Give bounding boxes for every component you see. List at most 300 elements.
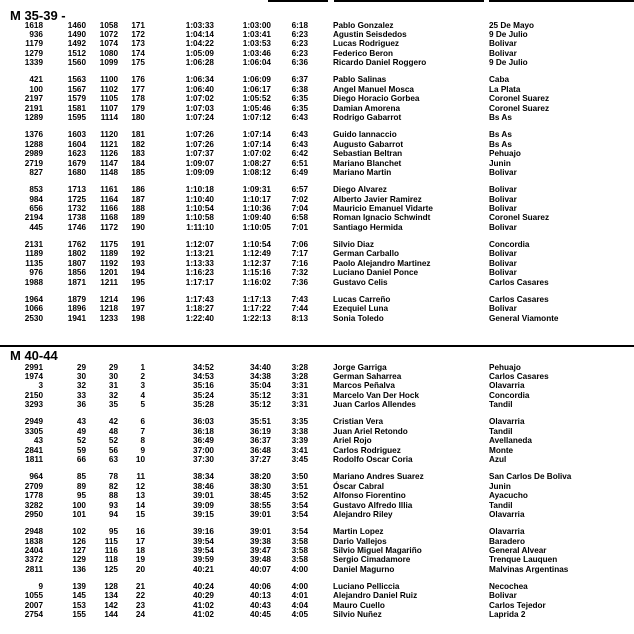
runner-name: Sonia Toledo <box>333 313 384 323</box>
category-position: 6 <box>140 417 145 427</box>
runner-city: Trenque Lauquen <box>489 555 558 565</box>
runner-name: Agustin Seisdedos <box>333 29 407 39</box>
overall-position: 1679 <box>67 158 86 168</box>
runner-city: Junin <box>489 481 511 491</box>
net-time: 1:17:22 <box>242 304 271 314</box>
bib-number: 656 <box>29 203 43 213</box>
overall-position: 1560 <box>67 58 86 68</box>
gender-position: 78 <box>108 472 118 482</box>
gender-position: 48 <box>108 426 118 436</box>
category-position: 182 <box>131 139 145 149</box>
pace: 3:54 <box>291 510 308 519</box>
runner-name: Silvio Nuñez <box>333 610 382 620</box>
net-time: 1:12:49 <box>242 249 271 259</box>
gun-time: 1:06:28 <box>185 58 214 68</box>
overall-position: 1762 <box>67 239 86 249</box>
gun-time: 1:05:09 <box>185 48 214 58</box>
pace: 3:45 <box>291 455 308 465</box>
category-position: 188 <box>131 203 145 213</box>
bib-number: 2754 <box>24 610 43 620</box>
runner-city: Tandil <box>489 426 513 436</box>
overall-position: 102 <box>72 527 86 536</box>
runner-name: Rodrigo Gabarrot <box>333 113 402 123</box>
runner-city: Bolivar <box>489 268 517 278</box>
gender-position: 52 <box>108 436 118 446</box>
gun-time: 1:07:24 <box>185 113 214 123</box>
gender-position: 1192 <box>100 258 118 268</box>
overall-position: 33 <box>76 390 86 400</box>
runner-city: Baradero <box>489 536 525 546</box>
bib-number: 2197 <box>24 94 43 104</box>
overall-position: 1879 <box>67 294 86 304</box>
runner-name: Diego Horacio Gorbea <box>333 94 420 104</box>
overall-position: 129 <box>72 555 86 565</box>
runner-name: Juan Carlos Allendes <box>333 400 416 410</box>
category-position: 174 <box>131 48 145 58</box>
runner-city: Caba <box>489 75 510 85</box>
net-time: 1:12:37 <box>242 258 271 268</box>
gun-time: 37:30 <box>193 455 214 465</box>
net-time: 1:08:12 <box>242 168 271 177</box>
runner-name: Santiago Hermida <box>333 222 403 232</box>
runner-city: La Plata <box>489 84 521 94</box>
gun-time: 41:02 <box>193 610 214 620</box>
gender-position: 1120 <box>100 130 118 140</box>
result-row <box>0 537 634 547</box>
overall-position: 139 <box>72 581 86 591</box>
runner-city: Tandil <box>489 400 513 410</box>
result-row <box>0 482 634 492</box>
net-time: 1:03:00 <box>242 20 271 30</box>
gun-time: 1:12:07 <box>185 239 214 249</box>
overall-position: 1492 <box>67 39 86 49</box>
gender-position: 142 <box>104 600 118 610</box>
bib-number: 3372 <box>24 555 43 565</box>
pace: 6:43 <box>291 139 308 149</box>
category-position: 7 <box>140 426 145 436</box>
bib-number: 1838 <box>24 536 43 546</box>
gender-position: 144 <box>104 610 118 620</box>
pace: 3:28 <box>291 362 308 372</box>
bib-number: 2530 <box>24 313 43 323</box>
gender-position: 1166 <box>100 203 118 213</box>
overall-position: 1871 <box>67 277 86 287</box>
gun-time: 35:16 <box>193 381 214 391</box>
result-row <box>0 372 634 382</box>
gender-position: 1161 <box>100 185 118 194</box>
pace: 3:58 <box>291 546 308 555</box>
category-position: 172 <box>131 29 145 39</box>
overall-position: 1567 <box>67 84 86 94</box>
gender-position: 118 <box>104 555 118 565</box>
gun-time: 1:10:18 <box>185 185 214 194</box>
runner-name: Gustavo Celis <box>333 277 388 287</box>
gender-position: 93 <box>108 500 118 510</box>
bib-number: 2991 <box>24 362 43 372</box>
gun-time: 39:09 <box>193 500 214 510</box>
gun-time: 36:18 <box>193 426 214 436</box>
net-time: 1:06:09 <box>242 75 271 85</box>
category-position: 184 <box>131 158 145 168</box>
overall-position: 43 <box>76 417 86 427</box>
pace: 6:35 <box>291 94 308 104</box>
net-time: 35:12 <box>250 390 271 400</box>
gun-time: 1:22:40 <box>185 313 214 323</box>
gun-time: 1:17:17 <box>185 277 214 287</box>
gender-position: 1201 <box>99 268 118 278</box>
net-time: 34:38 <box>250 371 271 381</box>
bib-number: 2709 <box>24 481 43 491</box>
overall-position: 1490 <box>67 29 86 39</box>
gender-position: 1072 <box>99 29 118 39</box>
gender-position: 82 <box>108 481 118 491</box>
gun-time: 1:07:03 <box>185 103 214 113</box>
result-row <box>0 527 634 537</box>
pace: 3:31 <box>291 390 308 400</box>
net-time: 38:55 <box>250 500 271 510</box>
overall-position: 49 <box>76 426 86 436</box>
overall-position: 136 <box>72 564 86 574</box>
overall-position: 1746 <box>67 222 86 232</box>
net-time: 1:10:36 <box>242 203 271 213</box>
category-position: 11 <box>136 472 145 482</box>
gun-time: 1:09:09 <box>185 168 214 177</box>
pace: 4:01 <box>291 591 308 601</box>
category-position: 193 <box>131 258 145 268</box>
overall-position: 1579 <box>67 94 86 104</box>
gender-position: 35 <box>108 400 118 410</box>
runner-name: Marcelo Van Der Hock <box>333 390 420 400</box>
pace: 3:41 <box>291 445 308 455</box>
result-row <box>0 314 634 324</box>
pace: 7:04 <box>291 203 308 213</box>
pace: 3:58 <box>291 536 308 546</box>
bib-number: 2719 <box>24 158 43 168</box>
pace: 3:31 <box>291 400 308 410</box>
bib-number: 3293 <box>24 400 43 410</box>
gun-time: 40:21 <box>193 564 214 574</box>
bib-number: 1179 <box>25 39 43 49</box>
gender-position: 125 <box>104 564 118 574</box>
pace: 7:43 <box>291 294 308 304</box>
bib-number: 1189 <box>25 249 43 259</box>
runner-name: Augusto Gabarrot <box>333 139 404 149</box>
net-time: 1:15:16 <box>242 268 271 278</box>
overall-position: 52 <box>76 436 86 446</box>
category-position: 195 <box>131 277 145 287</box>
bib-number: 1974 <box>24 371 43 381</box>
result-row <box>0 565 634 575</box>
net-time: 1:09:31 <box>242 185 271 194</box>
overall-position: 1941 <box>67 313 86 323</box>
pace: 6:43 <box>291 130 308 140</box>
runner-name: Mauro Cuello <box>333 600 385 610</box>
category-position: 22 <box>135 591 145 601</box>
gun-time: 1:07:37 <box>185 149 214 159</box>
gun-time: 38:46 <box>193 481 214 491</box>
runner-city: Monte <box>489 445 514 455</box>
net-time: 1:05:46 <box>242 103 271 113</box>
result-row <box>0 85 634 95</box>
gun-time: 1:06:40 <box>185 84 214 94</box>
overall-position: 30 <box>76 371 86 381</box>
runner-name: Jorge Garriga <box>333 362 387 372</box>
gun-time: 39:59 <box>193 555 214 565</box>
runner-city: Bs As <box>489 130 512 140</box>
category-header: M 40-44 <box>10 348 58 363</box>
result-row <box>0 268 634 278</box>
bib-number: 3282 <box>24 500 43 510</box>
gender-position: 1233 <box>99 313 118 323</box>
overall-position: 36 <box>76 400 86 410</box>
gender-position: 1100 <box>100 75 118 85</box>
category-position: 24 <box>135 610 145 620</box>
runner-city: Bolivar <box>489 194 517 204</box>
bib-number: 1618 <box>24 20 43 30</box>
category-position: 20 <box>135 564 145 574</box>
gender-position: 31 <box>108 381 118 391</box>
result-row <box>0 601 634 611</box>
runner-name: Lucas Rodriguez <box>333 39 399 49</box>
gun-time: 39:15 <box>193 510 214 519</box>
pace: 7:36 <box>291 277 308 287</box>
runner-name: Silvio Miguel Magariño <box>333 546 422 555</box>
runner-name: Alejandro Daniel Ruiz <box>333 591 418 601</box>
runner-city: Ayacucho <box>489 491 528 501</box>
bib-number: 3 <box>38 381 43 391</box>
bib-number: 1289 <box>24 113 43 123</box>
runner-name: Dario Vallejos <box>333 536 387 546</box>
category-position: 13 <box>135 491 145 501</box>
pace: 6:37 <box>291 75 308 85</box>
gender-position: 1107 <box>100 103 118 113</box>
gun-time: 36:03 <box>193 417 214 427</box>
pace: 3:35 <box>291 417 308 427</box>
bib-number: 936 <box>29 29 43 39</box>
category-position: 192 <box>131 249 145 259</box>
gender-position: 63 <box>108 455 118 465</box>
runner-city: Carlos Casares <box>489 371 549 381</box>
net-time: 37:27 <box>250 455 271 465</box>
net-time: 1:17:13 <box>242 294 271 304</box>
net-time: 1:05:52 <box>242 94 271 104</box>
pace: 6:23 <box>291 39 308 49</box>
category-position: 5 <box>140 400 145 410</box>
pace: 7:06 <box>291 239 308 249</box>
net-time: 36:48 <box>250 445 271 455</box>
result-row <box>0 501 634 511</box>
gun-time: 1:03:33 <box>185 20 214 30</box>
gender-position: 88 <box>108 491 118 501</box>
gender-position: 1175 <box>100 239 118 249</box>
net-time: 38:30 <box>250 481 271 491</box>
overall-position: 1802 <box>67 249 86 259</box>
runner-name: Roman Ignacio Schwindt <box>333 213 431 223</box>
category-position: 14 <box>135 500 145 510</box>
overall-position: 1807 <box>67 258 86 268</box>
runner-city: Avellaneda <box>489 436 532 446</box>
category-position: 16 <box>135 527 145 536</box>
runner-city: General Viamonte <box>489 313 559 323</box>
runner-city: Coronel Suarez <box>489 94 550 104</box>
net-time: 39:38 <box>250 536 271 546</box>
result-row <box>0 223 634 233</box>
runner-city: Bolivar <box>489 185 517 194</box>
net-time: 40:43 <box>250 600 271 610</box>
result-row <box>0 113 634 123</box>
gender-position: 1126 <box>100 149 118 159</box>
gender-position: 95 <box>108 527 118 536</box>
gun-time: 1:10:54 <box>185 203 214 213</box>
overall-position: 85 <box>76 472 86 482</box>
runner-city: Olavarria <box>489 510 525 519</box>
runner-name: Paolo Alejandro Martinez <box>333 258 431 268</box>
bib-number: 853 <box>29 185 43 194</box>
runner-name: Sergio Cimadamore <box>333 555 411 565</box>
net-time: 38:20 <box>250 472 271 482</box>
pace: 3:54 <box>291 500 308 510</box>
runner-name: Óscar Cabral <box>333 481 384 491</box>
gender-position: 1099 <box>99 58 118 68</box>
bib-number: 1066 <box>24 304 43 314</box>
category-position: 194 <box>131 268 145 278</box>
overall-position: 126 <box>72 536 86 546</box>
gender-position: 1211 <box>100 277 118 287</box>
bib-number: 1376 <box>24 130 43 140</box>
overall-position: 145 <box>72 591 86 601</box>
overall-position: 1713 <box>67 185 86 194</box>
overall-position: 59 <box>76 445 86 455</box>
net-time: 36:37 <box>250 436 271 446</box>
result-row <box>0 455 634 465</box>
net-time: 1:09:40 <box>242 213 271 223</box>
result-row <box>0 168 634 178</box>
net-time: 39:01 <box>250 527 271 536</box>
runner-city: Olavarria <box>489 527 525 536</box>
gun-time: 1:10:40 <box>185 194 214 204</box>
runner-city: Coronel Suarez <box>489 213 550 223</box>
runner-name: Alejandro Riley <box>333 510 393 519</box>
category-position: 173 <box>131 39 145 49</box>
gun-time: 1:13:21 <box>185 249 214 259</box>
pace: 3:31 <box>291 381 308 391</box>
result-row <box>0 610 634 620</box>
gun-time: 1:18:27 <box>185 304 214 314</box>
pace: 3:38 <box>291 426 308 436</box>
runner-city: Azul <box>489 455 507 465</box>
result-row <box>0 159 634 169</box>
category-position: 9 <box>140 445 145 455</box>
result-row <box>0 49 634 59</box>
result-row <box>0 400 634 410</box>
gender-position: 1172 <box>100 222 118 232</box>
bib-number: 2811 <box>25 564 43 574</box>
runner-name: Rodolfo Oscar Coria <box>333 455 413 465</box>
gun-time: 1:07:26 <box>185 139 214 149</box>
bib-number: 43 <box>33 436 43 446</box>
category-position: 15 <box>135 510 145 519</box>
net-time: 38:45 <box>250 491 271 501</box>
net-time: 35:04 <box>250 381 271 391</box>
runner-name: Mariano Andres Suarez <box>333 472 424 482</box>
pace: 7:44 <box>291 304 308 314</box>
overall-position: 1595 <box>67 113 86 123</box>
bib-number: 9 <box>38 581 43 591</box>
net-time: 40:07 <box>250 564 271 574</box>
runner-name: Sebastian Beltran <box>333 149 403 159</box>
pace: 8:13 <box>291 313 308 323</box>
runner-name: Luciano Pelliccia <box>333 581 400 591</box>
overall-position: 1680 <box>67 168 86 177</box>
category-position: 177 <box>131 84 145 94</box>
result-row <box>0 436 634 446</box>
result-row <box>0 582 634 592</box>
net-time: 1:16:02 <box>242 277 271 287</box>
bib-number: 2949 <box>24 417 43 427</box>
overall-position: 32 <box>76 381 86 391</box>
bib-number: 2404 <box>24 546 43 555</box>
category-position: 180 <box>131 113 145 123</box>
gun-time: 1:04:22 <box>185 39 214 49</box>
runner-city: Bolivar <box>489 258 517 268</box>
bib-number: 2950 <box>24 510 43 519</box>
pace: 6:23 <box>291 48 308 58</box>
net-time: 40:06 <box>250 581 271 591</box>
result-row <box>0 417 634 427</box>
gun-time: 40:24 <box>193 581 214 591</box>
result-row <box>0 130 634 140</box>
gun-time: 1:07:26 <box>185 130 214 140</box>
gender-position: 1105 <box>100 94 118 104</box>
category-position: 197 <box>131 304 145 314</box>
pace: 4:04 <box>291 600 308 610</box>
gun-time: 38:34 <box>193 472 214 482</box>
net-time: 1:03:46 <box>242 48 271 58</box>
category-position: 191 <box>131 239 145 249</box>
runner-city: Bolivar <box>489 304 517 314</box>
bib-number: 1279 <box>24 48 43 58</box>
gender-position: 1147 <box>100 158 118 168</box>
gender-position: 42 <box>108 417 118 427</box>
gun-time: 37:00 <box>193 445 214 455</box>
runner-name: Alberto Javier Ramirez <box>333 194 422 204</box>
runner-city: Bolivar <box>489 48 517 58</box>
net-time: 40:13 <box>250 591 271 601</box>
gun-time: 36:49 <box>193 436 214 446</box>
result-row <box>0 249 634 259</box>
bib-number: 2989 <box>24 149 43 159</box>
runner-name: Angel Manuel Mosca <box>333 84 414 94</box>
bib-number: 827 <box>29 168 43 177</box>
runner-city: Bs As <box>489 113 512 123</box>
pace: 4:05 <box>291 610 308 620</box>
pace: 6:38 <box>291 84 308 94</box>
bib-number: 2191 <box>24 103 43 113</box>
result-row <box>0 391 634 401</box>
pace: 3:51 <box>291 481 308 491</box>
pace: 7:17 <box>291 249 308 259</box>
gun-time: 1:10:58 <box>185 213 214 223</box>
pace: 6:49 <box>291 168 308 177</box>
gender-position: 116 <box>104 546 118 555</box>
runner-name: Federico Beron <box>333 48 394 58</box>
gun-time: 34:53 <box>193 371 214 381</box>
gun-time: 1:07:02 <box>185 94 214 104</box>
runner-name: Silvio Diaz <box>333 239 374 249</box>
overall-position: 127 <box>72 546 86 555</box>
category-position: 3 <box>140 381 145 391</box>
category-position: 179 <box>131 103 145 113</box>
